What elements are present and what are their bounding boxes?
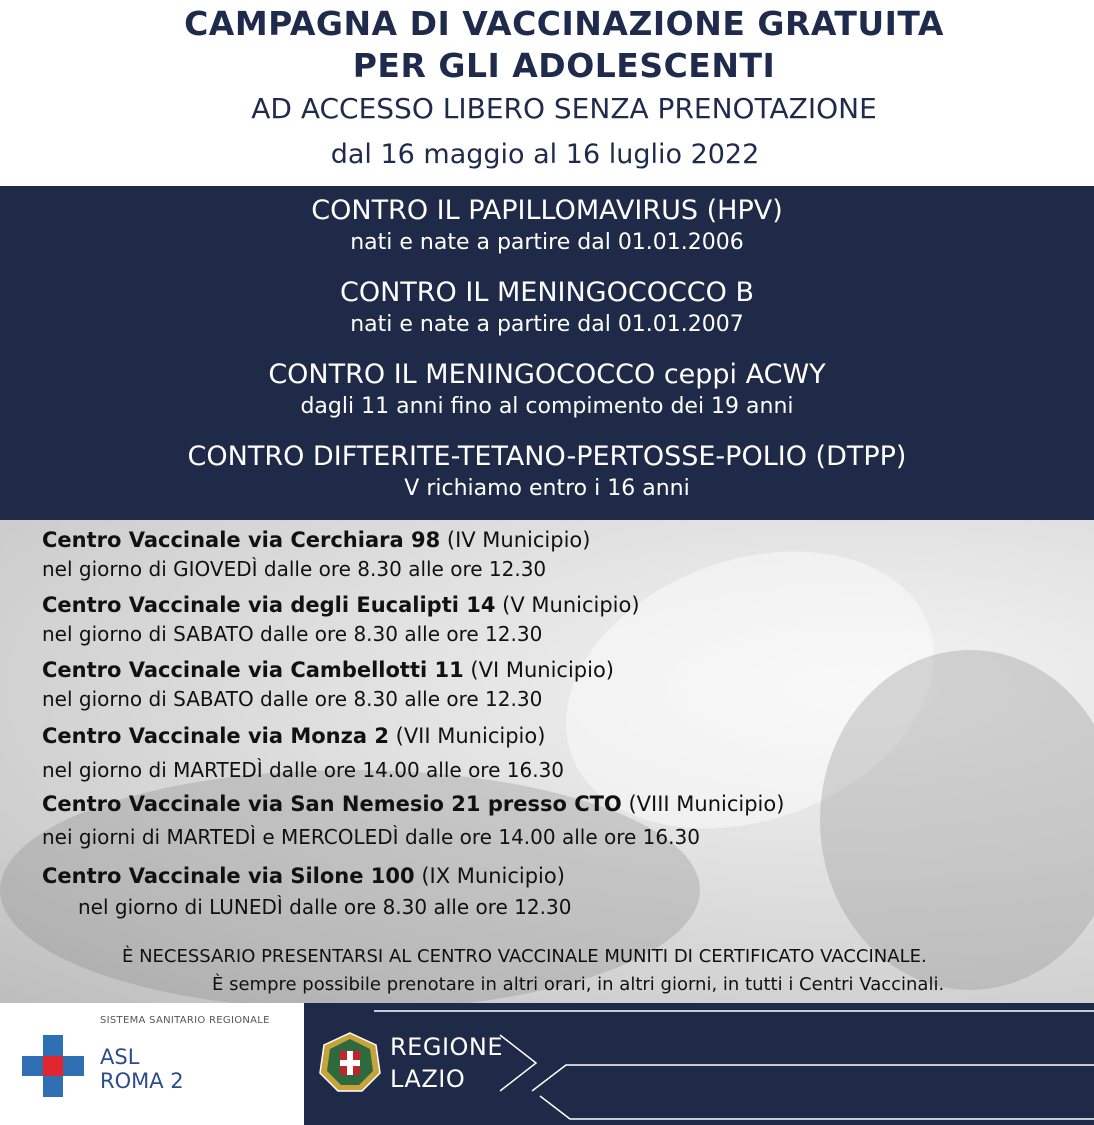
vaccine-note: nati e nate a partire dal 01.01.2007 xyxy=(350,312,744,337)
campaign-title-line1: CAMPAGNA DI VACCINAZIONE GRATUITA xyxy=(184,4,944,43)
notice-line2: È sempre possibile prenotare in altri orari, in altri giorni, in tutti i Centri Vaccinali. xyxy=(212,974,945,995)
vaccine-note: V richiamo entro i 16 anni xyxy=(404,476,690,501)
vaccine-item xyxy=(0,194,1094,258)
center-name: Centro Vaccinale via Cambellotti 11 xyxy=(42,658,464,682)
center-item xyxy=(42,591,640,649)
center-item xyxy=(42,656,614,714)
center-schedule: nel giorno di LUNEDÌ dalle ore 8.30 alle ore 12.30 xyxy=(78,895,572,919)
vaccine-item xyxy=(0,276,1094,340)
vaccine-item xyxy=(0,440,1094,504)
asl-roma2-label: ROMA 2 xyxy=(100,1069,184,1093)
vaccine-item xyxy=(0,358,1094,422)
center-schedule: nel giorno di GIOVEDÌ dalle ore 8.30 alle ore 12.30 xyxy=(42,557,547,581)
regione-lazio-emblem-icon xyxy=(318,1031,382,1095)
vaccine-name: CONTRO IL PAPILLOMAVIRUS (HPV) xyxy=(311,195,783,226)
vaccine-note: nati e nate a partire dal 01.01.2006 xyxy=(350,230,744,255)
center-schedule: nel giorno di MARTEDÌ dalle ore 14.00 alle ore 16.30 xyxy=(42,758,565,782)
center-name: Centro Vaccinale via Silone 100 xyxy=(42,864,415,888)
campaign-dates: dal 16 maggio al 16 luglio 2022 xyxy=(330,139,760,170)
center-name: Centro Vaccinale via degli Eucalipti 14 xyxy=(42,593,496,617)
center-schedule: nel giorno di SABATO dalle ore 8.30 alle ore 12.30 xyxy=(42,622,543,646)
regione-label: REGIONE xyxy=(390,1033,504,1061)
vaccine-name: CONTRO DIFTERITE-TETANO-PERTOSSE-POLIO (DTPP) xyxy=(187,441,907,472)
center-name: Centro Vaccinale via Monza 2 xyxy=(42,724,389,748)
notice-line1: È NECESSARIO PRESENTARSI AL CENTRO VACCINALE MUNITI DI CERTIFICATO VACCINALE. xyxy=(122,946,927,967)
asl-cross-icon xyxy=(22,1035,84,1097)
asl-label: ASL xyxy=(100,1045,140,1069)
center-name: Centro Vaccinale via Cerchiara 98 xyxy=(42,528,441,552)
center-item xyxy=(42,526,590,584)
center-name: Centro Vaccinale via San Nemesio 21 presso CTO xyxy=(42,792,622,816)
center-municipio: (VIII Municipio) xyxy=(621,792,785,816)
center-item xyxy=(42,862,571,922)
vaccine-name: CONTRO IL MENINGOCOCCO ceppi ACWY xyxy=(268,359,826,390)
campaign-subtitle: AD ACCESSO LIBERO SENZA PRENOTAZIONE xyxy=(251,92,877,125)
center-item xyxy=(42,790,784,852)
vaccine-note: dagli 11 anni fino al compimento dei 19 anni xyxy=(300,394,794,419)
header xyxy=(0,0,1094,186)
center-municipio: (IV Municipio) xyxy=(440,528,591,552)
center-municipio: (VII Municipio) xyxy=(388,724,546,748)
center-item xyxy=(42,722,564,785)
vaccines-band xyxy=(0,186,1094,520)
center-municipio: (VI Municipio) xyxy=(463,658,614,682)
photo-shadow xyxy=(820,650,1094,990)
center-schedule: nei giorni di MARTEDÌ e MERCOLEDÌ dalle ore 14.00 alle ore 16.30 xyxy=(42,825,700,849)
lazio-label: LAZIO xyxy=(390,1065,466,1093)
center-schedule: nel giorno di SABATO dalle ore 8.30 alle ore 12.30 xyxy=(42,687,543,711)
asl-roma2-logo xyxy=(0,1003,304,1125)
campaign-title-line2: PER GLI ADOLESCENTI xyxy=(352,46,776,85)
vaccine-name: CONTRO IL MENINGOCOCCO B xyxy=(339,277,755,308)
center-municipio: (V Municipio) xyxy=(495,593,640,617)
ssr-label: SISTEMA SANITARIO REGIONALE xyxy=(100,1015,270,1026)
decorative-stripes xyxy=(304,1003,1094,1125)
center-municipio: (IX Municipio) xyxy=(414,864,565,888)
regione-lazio-logo xyxy=(304,1003,1094,1125)
